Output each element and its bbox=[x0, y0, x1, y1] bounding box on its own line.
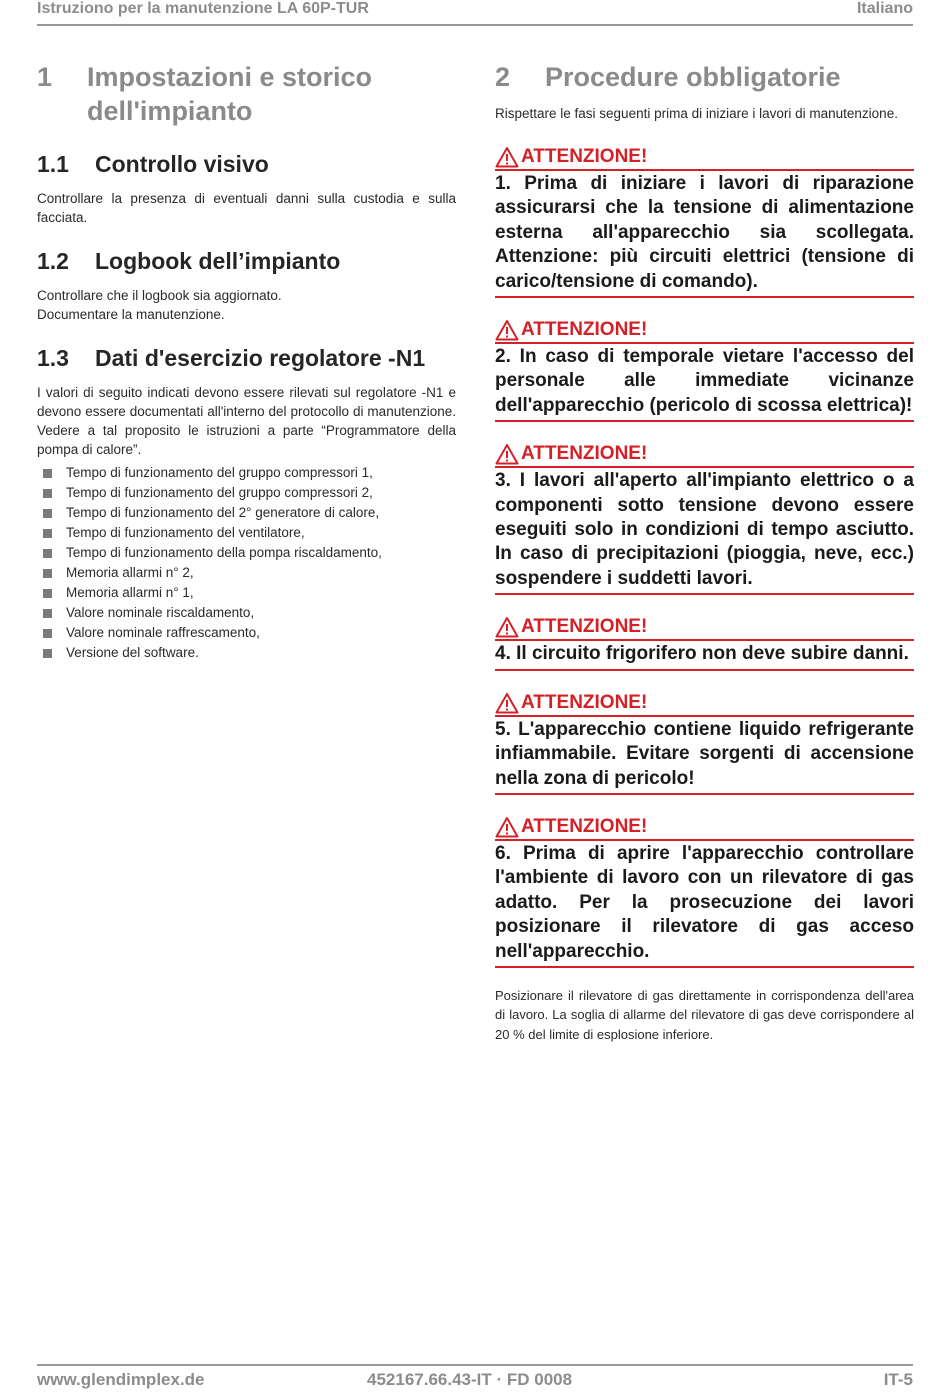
warning-label: ATTENZIONE! bbox=[521, 319, 648, 341]
warning-text: 1. Prima di iniziare i lavori di riparazione assicurarsi che la tensione di alimentazione esterna all'apparecchio sia scollegata. Attenzione: più circuiti elettrici (tensione di carico/tensione di comando). bbox=[495, 173, 914, 292]
warning-title bbox=[495, 442, 914, 468]
section-1-3-heading bbox=[37, 343, 456, 373]
bullet-square-icon bbox=[43, 529, 52, 538]
warning-triangle-icon bbox=[495, 692, 519, 714]
section-2-title: Procedure obbligatorie bbox=[545, 62, 841, 92]
right-column bbox=[495, 60, 914, 1044]
bullet-square-icon bbox=[43, 649, 52, 658]
warning-box bbox=[495, 318, 914, 422]
section-1-1-text: Controllare la presenza di eventuali danni sulla custodia e sulla facciata. bbox=[37, 191, 456, 225]
bullet-square-icon bbox=[43, 469, 52, 478]
section-1-2-number: 1.2 bbox=[37, 248, 69, 274]
warning-triangle-icon bbox=[495, 146, 519, 168]
section-1-1-number: 1.1 bbox=[37, 151, 69, 177]
header-title: Istruziono per la manutenzione LA 60P-TUR bbox=[37, 0, 369, 17]
warning-label: ATTENZIONE! bbox=[521, 443, 648, 465]
warning-box bbox=[495, 145, 914, 298]
section-1-title bbox=[87, 60, 372, 128]
warning-title bbox=[495, 615, 914, 641]
section-1-title-line1: Impostazioni e storico bbox=[87, 62, 373, 92]
warning-text: 3. I lavori all'aperto all'impianto elettrico o a componenti sotto tensione devono essere eseguiti solo in condizioni di tempo asciutto. In caso di precipitazioni (pioggia, neve, ecc.) sospendere i suddetti lavori. bbox=[495, 470, 914, 589]
warning-box bbox=[495, 691, 914, 795]
bullet-square-icon bbox=[43, 549, 52, 558]
warning-title bbox=[495, 691, 914, 717]
list-item: Tempo di funzionamento del gruppo compressori 1, bbox=[37, 463, 456, 483]
warning-text: 6. Prima di aprire l'apparecchio controllare l'ambiente di lavoro con un rilevatore di gas adatto. Per la prosecuzione dei lavori posizionare il rilevatore di gas acceso nell'apparecchio. bbox=[495, 842, 914, 962]
list-item: Valore nominale raffrescamento, bbox=[37, 623, 456, 643]
bullet-square-icon bbox=[43, 569, 52, 578]
list-item: Versione del software. bbox=[37, 643, 456, 663]
section-2-intro: Rispettare le fasi seguenti prima di iniziare i lavori di manutenzione. bbox=[495, 106, 898, 121]
section-1-3-title: Dati d'esercizio regolatore -N1 bbox=[95, 345, 426, 371]
warning-label: ATTENZIONE! bbox=[521, 691, 648, 713]
list-item: Memoria allarmi n° 1, bbox=[37, 583, 456, 603]
warning-label: ATTENZIONE! bbox=[521, 815, 648, 837]
warning-text: 4. Il circuito frigorifero non deve subire danni. bbox=[495, 643, 909, 665]
section-1-1-title: Controllo visivo bbox=[95, 151, 269, 177]
warning-text: 5. L'apparecchio contiene liquido refrigerante infiammabile. Evitare sorgenti di accensione nella zona di pericolo! bbox=[495, 718, 914, 789]
list-item: Tempo di funzionamento del ventilatore, bbox=[37, 523, 456, 543]
warning-title bbox=[495, 318, 914, 344]
section-1-3-text: I valori di seguito indicati devono essere rilevati sul regolatore -N1 e devono essere documentati all'interno del protocollo di manutenzione. Vedere a tal proposito le istruzioni a parte “Programmatore della pompa di calore”. bbox=[37, 385, 456, 457]
warning-title bbox=[495, 145, 914, 171]
list-item: Tempo di funzionamento della pompa riscaldamento, bbox=[37, 543, 456, 563]
section-1-heading bbox=[37, 60, 456, 128]
closing-text: Posizionare il rilevatore di gas direttamente in corrispondenza dell'area di lavoro. La soglia di allarme del rilevatore di gas deve corrispondere al 20 % del limite di esplosione inferiore. bbox=[495, 987, 914, 1042]
footer-page-number: IT-5 bbox=[883, 1370, 913, 1389]
section-1-2-heading bbox=[37, 246, 456, 276]
bullet-square-icon bbox=[43, 629, 52, 638]
page-footer bbox=[37, 1364, 913, 1392]
bullet-square-icon bbox=[43, 509, 52, 518]
footer-docnum: 452167.66.43-IT · FD 0008 bbox=[367, 1370, 573, 1389]
list-item: Tempo di funzionamento del gruppo compressori 2, bbox=[37, 483, 456, 503]
warning-triangle-icon bbox=[495, 319, 519, 341]
section-2-heading bbox=[495, 60, 914, 94]
warning-triangle-icon bbox=[495, 443, 519, 465]
parameter-list bbox=[37, 463, 456, 663]
warning-title bbox=[495, 815, 914, 841]
warning-box bbox=[495, 615, 914, 670]
section-2-number: 2 bbox=[495, 62, 511, 92]
section-1-2-title: Logbook dell’impianto bbox=[95, 248, 341, 274]
section-1-number: 1 bbox=[37, 62, 53, 92]
bullet-square-icon bbox=[43, 589, 52, 598]
footer-website: www.glendimplex.de bbox=[37, 1370, 205, 1389]
warning-label: ATTENZIONE! bbox=[521, 616, 648, 638]
list-item: Tempo di funzionamento del 2° generatore di calore, bbox=[37, 503, 456, 523]
section-1-title-line2: dell'impianto bbox=[87, 96, 253, 126]
section-1-2-line1: Controllare che il logbook sia aggiornato. bbox=[37, 288, 282, 303]
warning-label: ATTENZIONE! bbox=[521, 146, 648, 167]
warning-text: 2. In caso di temporale vietare l'accesso del personale alle immediate vicinanze dell'apparecchio (pericolo di scossa elettrica)! bbox=[495, 346, 914, 416]
left-column bbox=[37, 60, 456, 663]
list-item: Valore nominale riscaldamento, bbox=[37, 603, 456, 623]
section-1-3-number: 1.3 bbox=[37, 345, 69, 371]
warning-triangle-icon bbox=[495, 616, 519, 638]
bullet-square-icon bbox=[43, 609, 52, 618]
list-item: Memoria allarmi n° 2, bbox=[37, 563, 456, 583]
header-language: Italiano bbox=[856, 0, 913, 17]
warning-triangle-icon bbox=[495, 816, 519, 838]
bullet-square-icon bbox=[43, 489, 52, 498]
section-1-1-heading bbox=[37, 149, 456, 179]
warning-box bbox=[495, 815, 914, 968]
section-1-2-line2: Documentare la manutenzione. bbox=[37, 307, 225, 322]
page-header bbox=[37, 0, 913, 26]
warning-box bbox=[495, 442, 914, 595]
